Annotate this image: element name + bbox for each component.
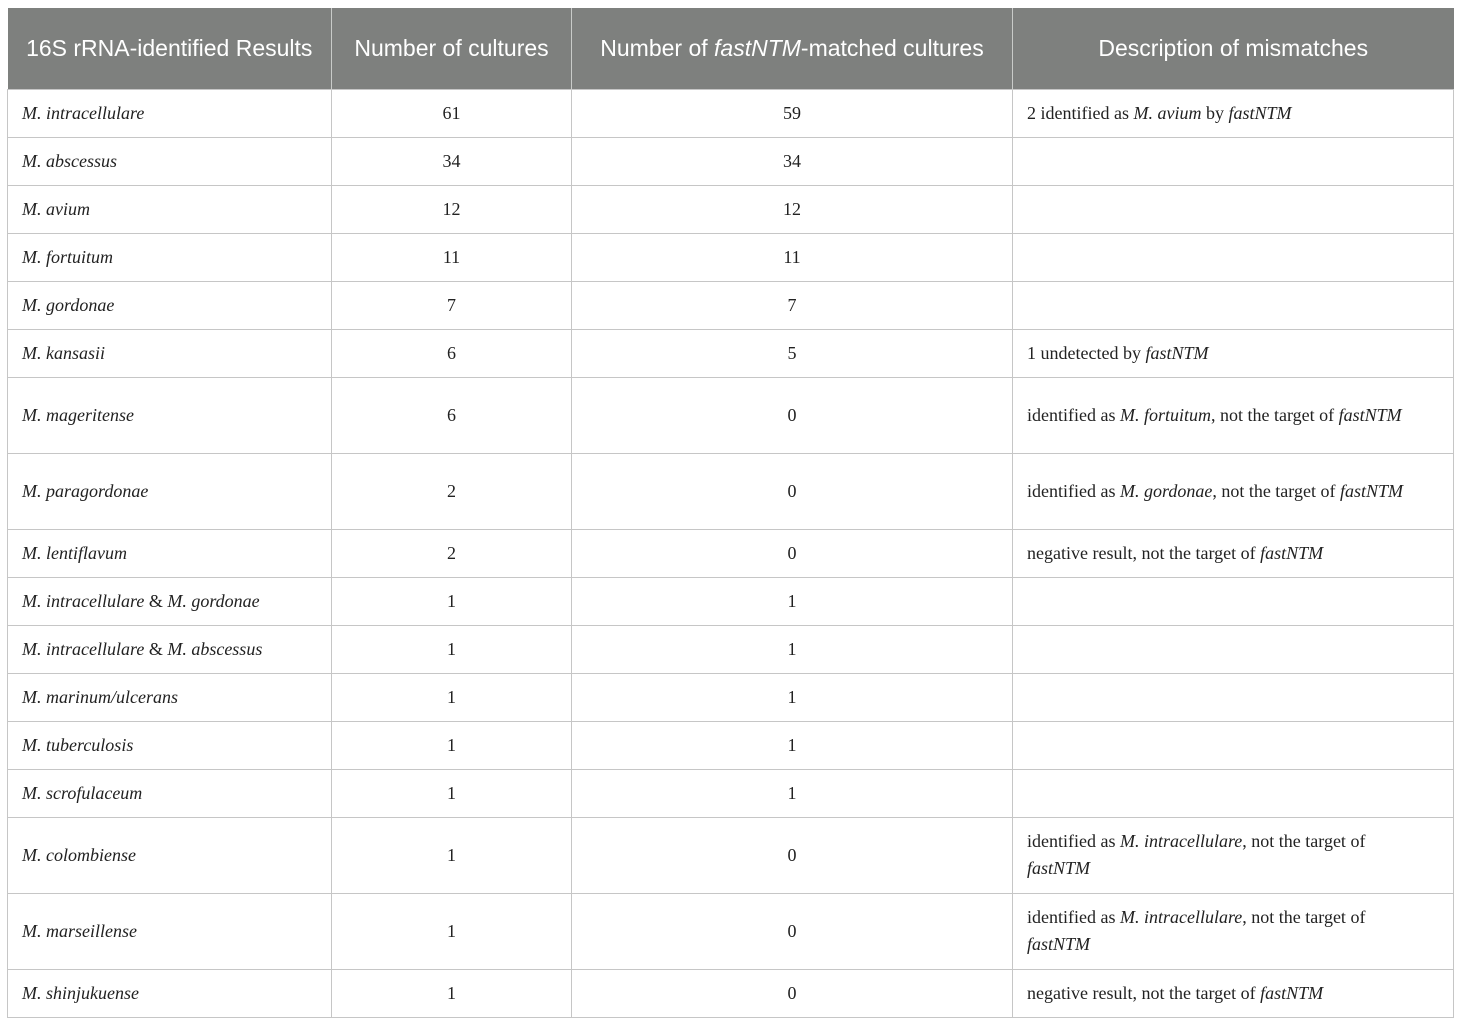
species-cell: M. abscessus (8, 137, 332, 185)
description-text: , not the target of (1242, 831, 1366, 851)
description-text: negative result, not the target of (1027, 982, 1261, 1003)
matched-cell: 0 (572, 817, 1013, 893)
matched-cell: 11 (572, 233, 1013, 281)
table-row (8, 453, 1454, 529)
cultures-cell: 61 (332, 89, 572, 137)
description-text: 2 identified as (1027, 102, 1134, 123)
description-cell (1013, 625, 1454, 673)
description-text: identified as (1027, 480, 1120, 501)
matched-cell: 1 (572, 577, 1013, 625)
description-text: , not the target of (1212, 480, 1340, 501)
description-text: , not the target of (1211, 404, 1339, 425)
table-row (8, 137, 1454, 185)
description-cell (1013, 137, 1454, 185)
matched-cell: 0 (572, 529, 1013, 577)
species-cell: M. fortuitum (8, 233, 332, 281)
cultures-cell: 1 (332, 577, 572, 625)
cultures-cell: 6 (332, 329, 572, 377)
table-row (8, 625, 1454, 673)
species-cell: M. avium (8, 185, 332, 233)
cultures-cell: 2 (332, 529, 572, 577)
species-cell: M. marinum/ulcerans (8, 673, 332, 721)
description-cell (1013, 577, 1454, 625)
description-cell (1013, 721, 1454, 769)
description-cell (1013, 673, 1454, 721)
species-cell: M. colombiense (8, 817, 332, 893)
table-row (8, 577, 1454, 625)
matched-cell: 0 (572, 893, 1013, 969)
cultures-cell: 1 (332, 969, 572, 1017)
table-row (8, 329, 1454, 377)
species-cell: M. paragordonae (8, 453, 332, 529)
description-text: fastNTM (1338, 404, 1402, 425)
results-table (7, 8, 1454, 1018)
description-text: fastNTM (1339, 480, 1403, 501)
description-text: fastNTM (1027, 858, 1091, 878)
cultures-cell: 12 (332, 185, 572, 233)
cultures-cell: 1 (332, 893, 572, 969)
matched-cell: 12 (572, 185, 1013, 233)
cultures-cell: 1 (332, 817, 572, 893)
species-cell: M. shinjukuense (8, 969, 332, 1017)
table-row (8, 233, 1454, 281)
description-text: M. intracellulare (1119, 907, 1243, 927)
cultures-cell: 1 (332, 721, 572, 769)
cultures-cell: 7 (332, 281, 572, 329)
table-row (8, 969, 1454, 1017)
description-cell (1013, 453, 1454, 529)
description-cell (1013, 89, 1454, 137)
description-text: M. fortuitum (1119, 404, 1211, 425)
description-text: fastNTM (1027, 934, 1091, 954)
header-cultures: Number of cultures (332, 8, 572, 89)
description-cell (1013, 893, 1454, 969)
table-row (8, 817, 1454, 893)
description-cell (1013, 185, 1454, 233)
description-cell (1013, 817, 1454, 893)
description-cell (1013, 233, 1454, 281)
species-cell: M. kansasii (8, 329, 332, 377)
description-text: 1 undetected by (1027, 342, 1146, 363)
matched-cell: 0 (572, 377, 1013, 453)
species-cell: M. intracellulare & M. abscessus (8, 625, 332, 673)
species-cell: M. intracellulare & M. gordonae (8, 577, 332, 625)
description-cell (1013, 281, 1454, 329)
description-text: negative result, not the target of (1027, 542, 1261, 563)
description-text: identified as (1027, 404, 1120, 425)
cultures-cell: 1 (332, 625, 572, 673)
header-species: 16S rRNA-identified Results (8, 8, 332, 89)
table-row (8, 769, 1454, 817)
description-text: fastNTM (1260, 982, 1324, 1003)
table-row (8, 185, 1454, 233)
description-text: M. avium (1133, 102, 1202, 123)
species-cell: M. mageritense (8, 377, 332, 453)
matched-cell: 0 (572, 453, 1013, 529)
cultures-cell: 34 (332, 137, 572, 185)
species-cell: M. marseillense (8, 893, 332, 969)
description-text: fastNTM (1145, 342, 1209, 363)
description-text: identified as (1027, 907, 1120, 927)
description-text: M. gordonae (1119, 480, 1213, 501)
matched-cell: 5 (572, 329, 1013, 377)
cultures-cell: 11 (332, 233, 572, 281)
description-cell (1013, 377, 1454, 453)
matched-cell: 1 (572, 673, 1013, 721)
matched-cell: 1 (572, 721, 1013, 769)
table-row (8, 721, 1454, 769)
header-row (8, 8, 1454, 89)
header-matched-em: fastNTM (714, 34, 801, 61)
table-row (8, 377, 1454, 453)
description-cell (1013, 329, 1454, 377)
cultures-cell: 1 (332, 769, 572, 817)
header-description: Description of mismatches (1013, 8, 1454, 89)
table-row (8, 89, 1454, 137)
header-matched-post: -matched cultures (800, 34, 984, 61)
matched-cell: 59 (572, 89, 1013, 137)
matched-cell: 34 (572, 137, 1013, 185)
matched-cell: 1 (572, 769, 1013, 817)
matched-cell: 1 (572, 625, 1013, 673)
description-cell (1013, 969, 1454, 1017)
species-cell: M. lentiflavum (8, 529, 332, 577)
description-cell (1013, 529, 1454, 577)
cultures-cell: 2 (332, 453, 572, 529)
cultures-cell: 6 (332, 377, 572, 453)
description-text: fastNTM (1260, 542, 1324, 563)
cultures-cell: 1 (332, 673, 572, 721)
description-cell (1013, 769, 1454, 817)
species-cell: M. tuberculosis (8, 721, 332, 769)
table-row (8, 281, 1454, 329)
table-row (8, 529, 1454, 577)
description-text: M. intracellulare (1119, 831, 1243, 851)
description-text: , not the target of (1242, 907, 1366, 927)
matched-cell: 0 (572, 969, 1013, 1017)
header-matched-pre: Number of (600, 34, 715, 61)
table-row (8, 893, 1454, 969)
species-cell: M. intracellulare (8, 89, 332, 137)
description-text: fastNTM (1228, 102, 1292, 123)
header-matched (572, 8, 1013, 89)
species-cell: M. scrofulaceum (8, 769, 332, 817)
species-cell: M. gordonae (8, 281, 332, 329)
table-row (8, 673, 1454, 721)
matched-cell: 7 (572, 281, 1013, 329)
description-text: by (1201, 102, 1229, 123)
description-text: identified as (1027, 831, 1120, 851)
